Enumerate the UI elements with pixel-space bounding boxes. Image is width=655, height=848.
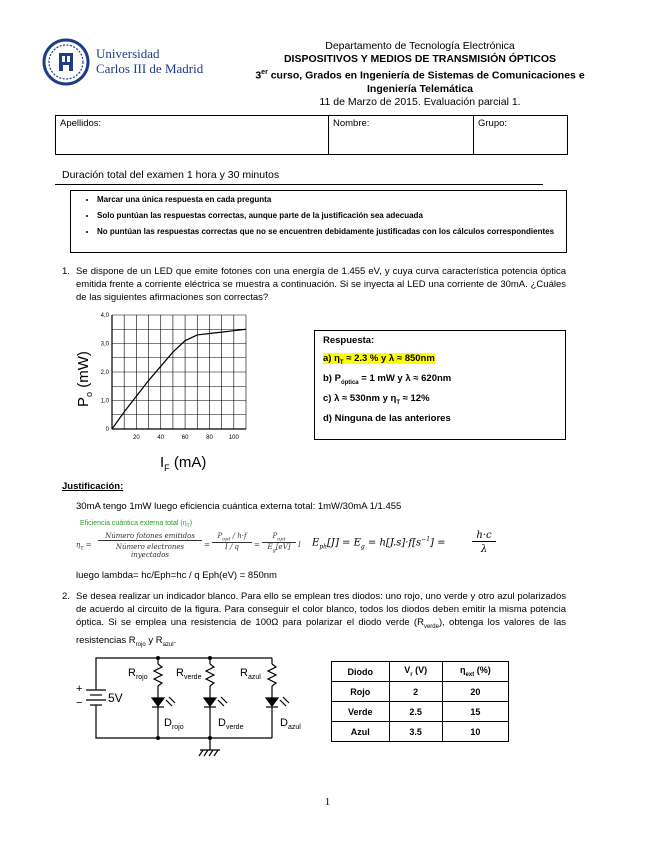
frac2-num: $P_{opt} / h\cdot f$ [212, 532, 252, 543]
duration-rule [55, 184, 543, 185]
q1-answer-box [314, 330, 566, 440]
surnames-label: Apellidos: [60, 118, 102, 129]
option-a[interactable]: a) $\eta_T \approx 2.3$ % y λ ≈ 850nm [323, 353, 435, 366]
chart-ytick-label: 0 [105, 427, 109, 433]
university-line-1: Universidad [96, 46, 160, 61]
formula-title: Eficiencia cuántica externa total $(\eta_T)$ [80, 520, 193, 530]
chart-ytick-label: 3,0 [100, 341, 109, 348]
rule-item: • Solo puntúan las respuestas correctas, aunque parte de la justificación sea adecuada [97, 211, 566, 221]
resistor-label-verde: $R_{verde}$ [176, 667, 202, 681]
photon-energy-eq: $E_{ph}[J] = E_g = h[J.s]\cdot f[s^{-1}]$ = [312, 536, 446, 551]
chart-xtick-label: 40 [157, 435, 165, 441]
chart-ytick-label: 4,0 [100, 313, 109, 319]
q1-number: 1. [62, 266, 70, 277]
resistor-label-rojo: $R_{rojo}$ [128, 667, 148, 681]
rules-box [70, 190, 567, 253]
university-logo [42, 38, 90, 86]
q2-number: 2. [62, 591, 70, 602]
cell-diodo: Rojo [332, 682, 390, 702]
chart-xlabel: $I_F$ (mA) [160, 454, 207, 473]
cell-diodo: Azul [332, 722, 390, 742]
battery-plus: + [76, 683, 83, 695]
led-pi-chart [66, 305, 256, 475]
cell-eta: 20 [442, 682, 508, 702]
justification-heading: Justificación: [62, 481, 124, 492]
diode-table [331, 661, 509, 742]
frac3-den: $E_g[eV]$ [267, 543, 291, 554]
name-field[interactable] [328, 115, 474, 155]
diode-label-rojo: $D_{rojo}$ [164, 717, 184, 731]
lambda-frac-num: h·c [472, 530, 496, 542]
diode-label-verde: $D_{verde}$ [218, 717, 244, 731]
table-row [332, 722, 509, 742]
chart-xtick-label: 20 [133, 435, 140, 441]
efficiency-formula: $\eta_T$ = Número fotones emitidos Número electrones inyectados = $P_{opt} / h\cdot f$ I / q = $P_{opt}$ $E_g[eV]$ I $E_{ph}[J] = E_g = h[J.s]\cdot f[s^{-1}]$ = h·c λ [76, 530, 496, 564]
battery-minus: − [76, 697, 83, 709]
cell-vr: 2 [389, 682, 442, 702]
degree-line-1: 3er curso, Grados en Ingeniería de Sistemas de Comunicaciones e [255, 69, 585, 82]
frac3-num: $P_{opt}$ [262, 532, 296, 543]
header-diodo: Diodo [332, 662, 390, 682]
lambda-frac-den: λ [480, 544, 488, 555]
cell-diodo: Verde [332, 702, 390, 722]
led-circuit [66, 650, 311, 765]
answer-title: Respuesta: [323, 335, 375, 346]
group-field[interactable] [473, 115, 568, 155]
chart-ylabel: $P_o$ (mW) [75, 351, 94, 407]
duration: Duración total del examen 1 hora y 30 minutos [62, 169, 280, 181]
exam-date: 11 de Marzo de 2015. Evaluación parcial 1. [319, 95, 521, 108]
diode-label-azul: $D_{azul}$ [280, 717, 301, 731]
cell-vr: 2.5 [389, 702, 442, 722]
table-header-row [332, 662, 509, 682]
rule-item: • No puntúan las respuestas correctas que no se encuentren debidamente justificadas con los cálculos correspondientes [97, 227, 566, 237]
name-label: Nombre: [333, 118, 370, 129]
header-eta: $\eta_{ext}$ (%) [442, 662, 508, 682]
chart-series-line [112, 329, 246, 429]
header-vr: $V_r$ (V) [389, 662, 442, 682]
rule-item: • Marcar una única respuesta en cada pregunta [97, 195, 566, 205]
chart-xtick-label: 100 [228, 435, 239, 441]
justification-line-2: luego lambda= hc/Eph=hc / q Eph(eV) = 850nm [76, 570, 277, 581]
university-line-2: Carlos III de Madrid [96, 61, 204, 76]
option-c[interactable]: c) λ ≈ 530nm y $\eta_T \approx 12\%$ [323, 392, 430, 406]
table-row [332, 702, 509, 722]
page-number: 1 [324, 796, 331, 808]
exam-header [210, 40, 630, 109]
department: Departamento de Tecnología Electrónica [325, 40, 515, 52]
frac1-den: Número electrones inyectados [115, 543, 185, 559]
university-name [96, 46, 203, 76]
option-b[interactable]: b) $P_{óptica} = 1$ mW y λ ≈ 620nm [323, 372, 452, 386]
justification-line-1: 30mA tengo 1mW luego eficiencia cuántica externa total: 1mW/30mA 1/1.455 [76, 501, 402, 512]
chart-ytick-label: 1,0 [100, 398, 109, 405]
table-row [332, 682, 509, 702]
chart-ytick-label: 2,0 [100, 370, 109, 376]
q2-text: Se desea realizar un indicador blanco. Para ello se emplean tres diodos: uno rojo, uno verde y otro azul polarizados de acuerdo al circuito de la figura. Para conseguir el color blanco, todos los diodos deben emitir la misma potencia óptica. Si se emplea una resistencia de 100Ω para polarizar el diodo verde $(R_{verde})$, obtenga los valores de las resistencias $R_{rojo}$ y $R_{azul}$. [76, 591, 567, 648]
chart-xtick-label: 80 [206, 435, 213, 441]
frac3-tail: I [298, 541, 301, 549]
cell-eta: 10 [442, 722, 508, 742]
frac2-den: I / q [224, 543, 240, 551]
cell-vr: 3.5 [389, 722, 442, 742]
q1-text: Se dispone de un LED que emite fotones con una energía de 1.455 eV, y cuya curva característica potencia óptica emitida frente a corriente eléctrica se muestra a continuación. Si se inyecta al LED una corriente de 30mA. ¿Cuáles de las siguientes afirmaciones son correctas? [76, 266, 566, 303]
surnames-field[interactable] [55, 115, 329, 155]
chart-xtick-label: 60 [181, 435, 189, 441]
option-d[interactable]: d) Ninguna de las anteriores [323, 412, 451, 424]
group-label: Grupo: [478, 118, 508, 129]
degree-line-2: Ingeniería Telemática [366, 82, 473, 95]
frac1-num: Número fotones emitidos [98, 532, 202, 541]
cell-eta: 15 [442, 702, 508, 722]
course-title: DISPOSITIVOS Y MEDIOS DE TRANSMISIÓN ÓPTICOS [283, 53, 557, 65]
battery-label: 5V [108, 691, 123, 705]
resistor-label-azul: $R_{azul}$ [240, 667, 261, 681]
